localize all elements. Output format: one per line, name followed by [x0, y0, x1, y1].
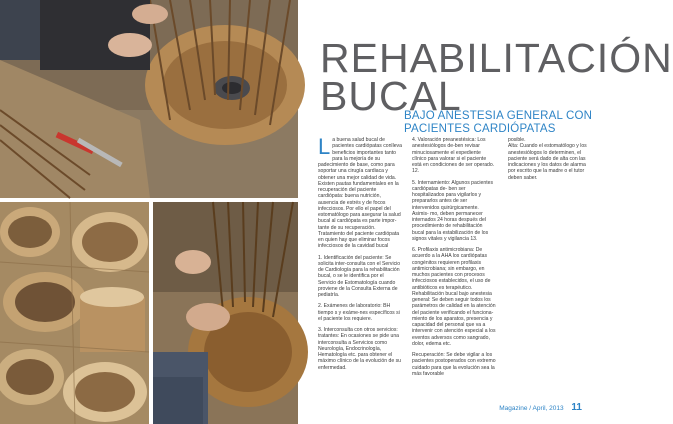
paragraph: 3. Interconsulta con otros servicios: tratantes: En ocasiones se pide una interconsulta a Servicios como Neurología, Endocrinología, Hematología etc. para obtener el máximo clínico de la evolución de su enfermedad. [318, 327, 401, 371]
page-footer [499, 402, 582, 413]
paragraph: 5. Internamiento: Algunos pacientes cardiópatas de- ben ser hospitalizados para vigilarlos y prepararlos antes de ser intervenidos quirúrgicamente. Asimis- mo, deben permanecer internados 24 horas después del procedimiento de rehabilitación bucal para la estabilización de los signos vitales y vigilancia 13. [412, 179, 493, 242]
paragraph: 4. Valoración preanestésica: Los anestesiólogos de-ben revisar minuciosamente el expediente clínico para valorar si el paciente está en condiciones de ser operado. 12. [412, 137, 495, 175]
paragraph: 2. Exámenes de laboratorio: BH tiempo s y exáme-nes específicos si el paciente los requiere. [318, 303, 400, 322]
paragraph: 6. Profilaxis antimicrobiana: De acuerdo a la AHA los cardiópatas congénitos requieren profilaxis antimicrobiana; sin embargo, en muchos pacientes con procesos infecciosos establecidos, el uso de antibióticos es terapéutico. Rehabilitación bucal bajo anestesia general: Se deben seguir todos los parámetros de calidad en la atención del paciente verificando el funciona- miento de los aparatos, presencia y capacidad del personal que va a intervenir con atención especial a los eventos adversos como sangrado, dolor, edema etc. [412, 247, 496, 347]
text-column-1 [318, 134, 402, 376]
paragraph: posible. [508, 137, 526, 143]
magazine-name: Magazine [499, 405, 528, 412]
photo-baskets-market [0, 202, 149, 424]
page-number: 11 [571, 402, 582, 413]
paragraph: 1. Identificación del paciente: Se solicita inter-consulta con el Servicio de Cardiología para la rehabilitación bucal, o se le identifica por el Servicio de Estomatología cuando proviene de la Consulta Externa de pediatría. [318, 254, 401, 298]
paragraph: Recuperación: Se debe vigilar a los pacientes postoperados con extremo cuidado para que la evolución sea la más favorable [412, 352, 496, 377]
issue-date: April, 2013 [532, 405, 564, 412]
text-column-2 [412, 137, 496, 382]
footer-separator: / [529, 405, 533, 412]
title-line-1: REHABILITACIÓN [320, 35, 673, 81]
text-column-3 [508, 137, 592, 186]
paragraph: Alta: Cuando el estomatólogo y los anestesiólogos lo determinen, el paciente será dado de alta con las indicaciones y los datos de alarma por escrito que la madre o el tutor deben saber. [508, 143, 587, 181]
title-line-2: BUCAL [320, 73, 462, 119]
photo-hands-weaving [153, 202, 298, 424]
photo-basket-weaving-hands [0, 0, 298, 198]
subtitle: BAJO ANESTESIA GENERAL CON PACIENTES CARDIÓPATAS [404, 110, 593, 135]
paragraph: a buena salud bucal de pacientes cardiópatas conlleva beneficios importantes tanto para la mejoría de su padecimiento de base, como para soportar una cirugía cardiaca y obtener una mejor calidad de vida. Existen pautas fundamentales en la recuperación del paciente cardiópata: buena nutrición, ausencia de estrés y de focos infecciosos. Por ello el papel del estomatólogo para asegurar la salud bucal al cardiópata es parte impor-tante de su recuperación. Tratamiento del paciente cardiópata en quien hay que eliminar focos infecciosos de la cavidad bucal [318, 137, 402, 250]
drop-cap: L [318, 134, 331, 159]
